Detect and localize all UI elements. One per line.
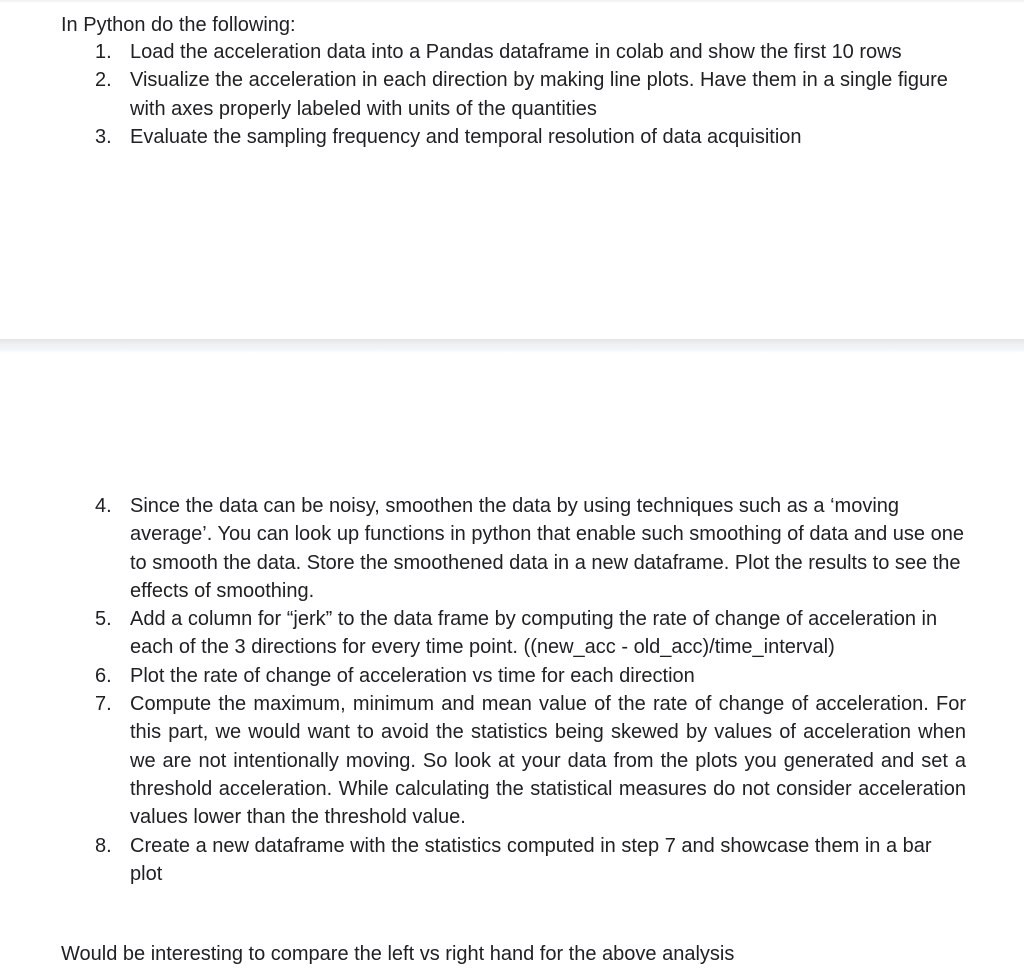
list-item-text: Compute the maximum, minimum and mean value of the rate of change of acceleration. For this part, we would want to avoid the statistics being skewed by values of acceleration when we are not intentionally moving. So look at your data from the plots you generated and set a threshold acceleration. While calculating the statistical measures do not consider acceleration values lower than the threshold value.	[130, 693, 966, 829]
list-item-number: 6.	[95, 664, 112, 687]
document-page-top	[0, 0, 1024, 339]
page-break	[0, 339, 1024, 353]
closing-note: Would be interesting to compare the left vs right hand for the above analysis	[61, 943, 735, 965]
list-item	[0, 66, 966, 123]
intro-heading: In Python do the following:	[61, 14, 296, 36]
list-item-text: Plot the rate of change of acceleration vs time for each direction	[130, 664, 695, 687]
list-item-number: 4.	[95, 495, 112, 517]
list-item-text: Create a new dataframe with the statistics computed in step 7 and showcase them in a bar plot	[130, 834, 932, 885]
page-top-edge	[0, 0, 1024, 3]
list-item	[0, 492, 966, 605]
list-item-text: Evaluate the sampling frequency and temporal resolution of data acquisition	[130, 125, 802, 148]
list-item	[0, 832, 966, 889]
list-item-number: 3.	[95, 125, 112, 148]
list-item-number: 7.	[95, 693, 112, 716]
task-list-top	[0, 38, 1024, 151]
list-item	[0, 123, 966, 151]
list-item	[0, 662, 966, 690]
task-list-bottom	[0, 492, 1024, 888]
list-item-text: Since the data can be noisy, smoothen the data by using techniques such as a ‘moving average’. You can look up functions in python that enable such smoothing of data and use one to smooth the data. Store the smoothened data in a new dataframe. Plot the results to see the effects of smoothing.	[130, 495, 964, 602]
list-item-number: 2.	[95, 69, 112, 92]
list-item-text: Load the acceleration data into a Pandas dataframe in colab and show the first 10 rows	[130, 41, 902, 63]
list-item-number: 5.	[95, 608, 112, 631]
list-item-text: Add a column for “jerk” to the data frame by computing the rate of change of acceleration in each of the 3 directions for every time point. ((new_acc - old_acc)/time_interval)	[130, 608, 938, 659]
list-item-text: Visualize the acceleration in each direction by making line plots. Have them in a single figure with axes properly labeled with units of the quantities	[130, 69, 948, 120]
list-item	[0, 38, 966, 66]
list-item-number: 8.	[95, 834, 112, 857]
list-item	[0, 690, 966, 831]
list-item-number: 1.	[95, 41, 112, 63]
list-item	[0, 605, 966, 662]
